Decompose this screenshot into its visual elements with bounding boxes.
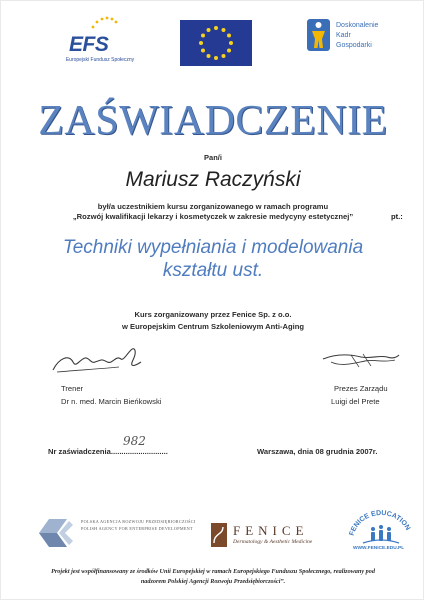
course-title-line-2: kształtu ust.	[162, 260, 264, 281]
program-suffix: pt.:	[391, 212, 403, 221]
trainer-name: Dr n. med. Marcin Bieńkowski	[61, 397, 162, 406]
efs-letters: EFS	[69, 33, 109, 56]
program-line-2: „Rozwój kwalifikacji lekarzy i kosmetyczek w zakresie medycyny estetycznej”	[72, 212, 354, 221]
efs-stars-icon	[89, 15, 119, 31]
fenice-subtitle: Dermatology & Aesthetic Medicine	[233, 539, 313, 545]
trainer-signature	[49, 340, 149, 380]
eu-flag-icon	[180, 20, 252, 66]
president-name: Luigi del Prete	[331, 397, 380, 406]
organizer-line-1: Kurs zorganizowany przez Fenice Sp. z o.o.	[134, 310, 292, 319]
parp-text	[81, 518, 196, 532]
certificate-number-label: Nr zaświadczenia...........................	[48, 447, 168, 456]
certificate-title: ZAŚWIADCZENIE	[38, 98, 388, 144]
footer-line-1: Projekt jest współfinansowany ze środków Unii Europejskiej w ramach Europejskiego Funduszu Społecznego, realizowany pod	[51, 568, 375, 575]
fenice-education-logo	[345, 507, 417, 559]
course-title-line-1: Techniki wypełniania i modelowania	[62, 237, 364, 258]
issue-date: Warszawa, dnia 08 grudnia 2007r.	[257, 447, 378, 456]
parp-logo	[37, 513, 197, 553]
salutation: Pan/i	[204, 153, 222, 162]
dkg-logo	[307, 19, 397, 69]
eu-flag	[180, 20, 252, 66]
dkg-line-3: Gospodarki	[336, 42, 372, 49]
recipient-name: Mariusz Raczyński	[125, 168, 301, 191]
dkg-line-2: Kadr	[336, 32, 351, 39]
efs-caption: Europejski Fundusz Społeczny	[65, 57, 135, 63]
trainer-role: Trener	[61, 384, 84, 393]
organizer-line-2: w Europejskim Centrum Szkoleniowym Anti-Aging	[122, 322, 304, 331]
efs-logo	[59, 15, 139, 67]
fenice-mark-icon	[211, 523, 227, 547]
certificate-number-value: 982	[123, 434, 146, 448]
fenice-logo	[211, 523, 331, 557]
fenice-education-arc-text: FENICE EDUCATION	[348, 509, 412, 537]
dkg-text	[336, 21, 378, 51]
parp-line-2: POLISH AGENCY FOR ENTERPRISE DEVELOPMENT	[81, 526, 193, 531]
president-role: Prezes Zarządu	[334, 384, 388, 393]
fenice-education-emblem-icon	[345, 507, 417, 547]
fenice-wordmark: FENICE	[233, 523, 309, 538]
parp-mark-icon	[37, 517, 75, 549]
president-signature	[321, 345, 401, 375]
dkg-line-1: Doskonalenie	[336, 22, 379, 29]
dkg-figure-icon	[307, 19, 330, 51]
fenice-education-url: WWW.FENICE.EDU.PL	[353, 546, 405, 551]
footer-line-2: nadzorem Polskiej Agencji Rozwoju Przedsiębiorczości”.	[140, 578, 286, 585]
parp-line-1: POLSKA AGENCJA ROZWOJU PRZEDSIĘBIORCZOŚCI	[81, 519, 196, 524]
program-line-1: był/a uczestnikiem kursu zorganizowanego w ramach programu	[97, 202, 329, 211]
